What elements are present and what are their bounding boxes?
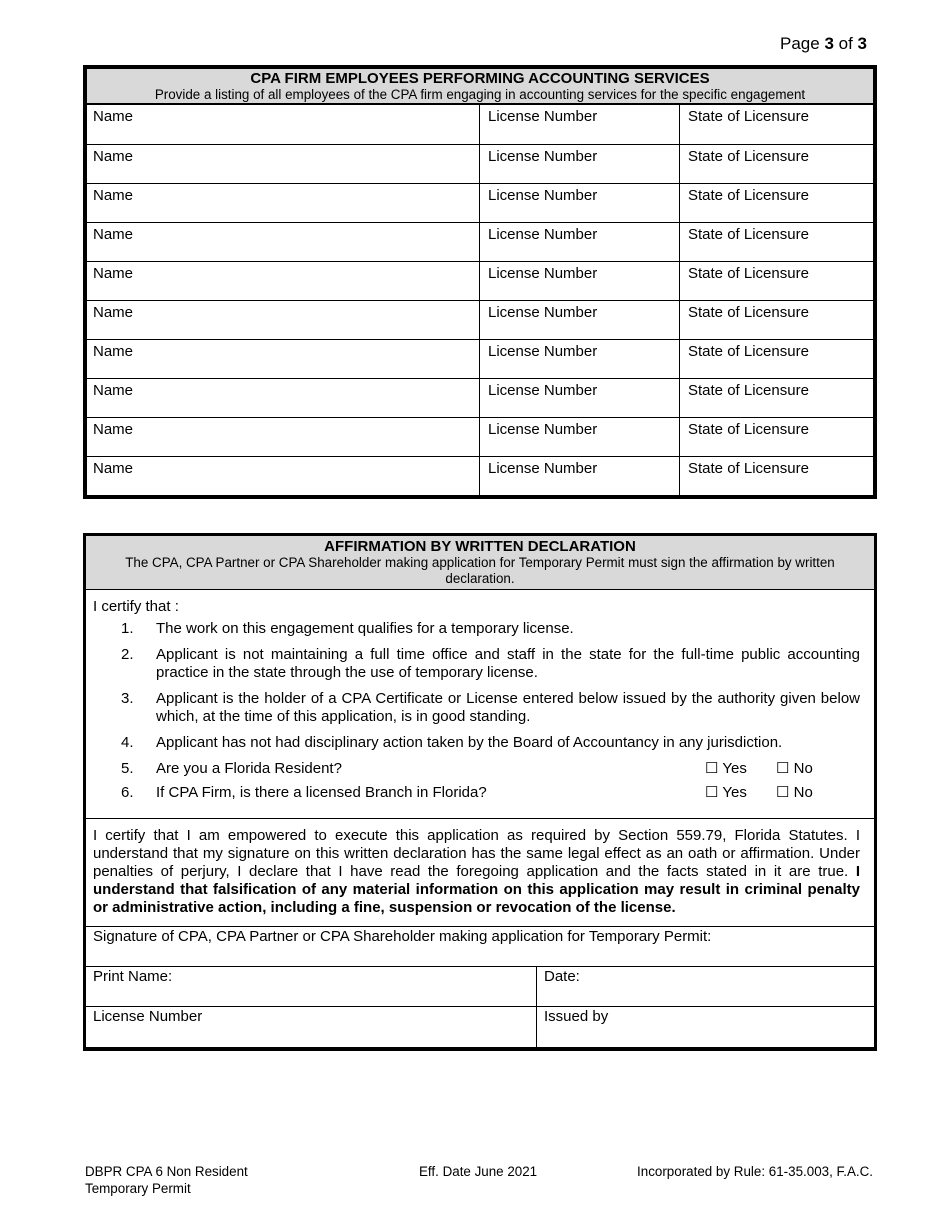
employee-state-field[interactable]: State of Licensure (688, 148, 809, 165)
employee-row (87, 222, 873, 261)
employee-license-field[interactable]: License Number (480, 379, 680, 417)
certify-item-1: 1. The work on this engagement qualifies for a temporary license. (121, 620, 574, 637)
employee-row (87, 105, 873, 144)
employee-license-field[interactable]: License Number (480, 418, 680, 456)
footer-form-id: DBPR CPA 6 Non Resident Temporary Permit (85, 1164, 248, 1196)
employee-name-field[interactable]: Name (87, 262, 480, 300)
declaration-text: I certify that I am empowered to execute this application as required by Section 559.79, Florida Statutes. I understand that my signature on this written declaration has the same legal effect as an oath or affirmation. Under penalties of perjury, I declare that I have read the foregoing application and the facts stated in it are true. I understand that falsification of any material information on this application may result in criminal penalty or administrative action, including a fine, suspension or revocation of the license. (86, 819, 874, 927)
certify-lead: I certify that : (93, 598, 179, 615)
employee-row (87, 339, 873, 378)
employee-state-field[interactable]: State of Licensure (688, 382, 809, 399)
employee-name-field[interactable]: Name (87, 340, 480, 378)
employee-state-field[interactable]: State of Licensure (688, 187, 809, 204)
employee-license-field[interactable]: License Number (480, 145, 680, 183)
issued-by-field[interactable]: Issued by (544, 1008, 609, 1025)
employee-name-field[interactable]: Name (87, 457, 480, 495)
florida-resident-yes-checkbox[interactable]: ☐ Yes (705, 760, 747, 777)
employee-license-field[interactable]: License Number (480, 301, 680, 339)
employee-state-field[interactable]: State of Licensure (688, 304, 809, 321)
employee-state-field[interactable]: State of Licensure (688, 108, 809, 125)
employee-license-field[interactable]: License Number (480, 184, 680, 222)
employees-table-title: CPA FIRM EMPLOYEES PERFORMING ACCOUNTING SERVICES (250, 70, 710, 87)
employees-table (83, 65, 877, 499)
affirmation-title: AFFIRMATION BY WRITTEN DECLARATION (324, 538, 636, 555)
employee-row (87, 378, 873, 417)
employee-name-field[interactable]: Name (87, 379, 480, 417)
license-number-field[interactable]: License Number (86, 1007, 537, 1047)
declaration-warning: I understand that falsification of any material information on this application may result in criminal penalty or administrative action, including a fine, suspension or revocation of the license. (93, 863, 860, 916)
florida-resident-no-checkbox[interactable]: ☐ No (776, 760, 813, 777)
employee-row (87, 456, 873, 495)
employee-license-field[interactable]: License Number (480, 262, 680, 300)
florida-branch-no-checkbox[interactable]: ☐ No (776, 784, 813, 801)
signature-label: Signature of CPA, CPA Partner or CPA Shareholder making application for Temporary Permit: (93, 928, 712, 945)
certification-list (86, 590, 874, 819)
certify-item-6: 6. If CPA Firm, is there a licensed Branch in Florida? ☐ Yes ☐ No (93, 784, 860, 802)
employee-row (87, 417, 873, 456)
print-name-field[interactable]: Print Name: (86, 967, 537, 1006)
employee-name-field[interactable]: Name (87, 105, 480, 144)
employee-name-field[interactable]: Name (87, 145, 480, 183)
employee-name-field[interactable]: Name (87, 184, 480, 222)
employee-name-field[interactable]: Name (87, 418, 480, 456)
employee-name-field[interactable]: Name (87, 223, 480, 261)
affirmation-header (86, 536, 874, 590)
certify-item-4: 4. Applicant has not had disciplinary action taken by the Board of Accountancy in any jurisdiction. (121, 734, 783, 751)
date-field[interactable]: Date: (544, 968, 580, 985)
employee-state-field[interactable]: State of Licensure (688, 265, 809, 282)
employees-table-subtitle: Provide a listing of all employees of the CPA firm engaging in accounting services for the specific engagement (154, 87, 806, 102)
employee-state-field[interactable]: State of Licensure (688, 226, 809, 243)
employee-state-field[interactable]: State of Licensure (688, 460, 809, 477)
affirmation-section (83, 533, 877, 1051)
certify-item-5: 5. Are you a Florida Resident? ☐ Yes ☐ No (93, 760, 860, 778)
employee-license-field[interactable]: License Number (480, 457, 680, 495)
certify-item-2: 2. Applicant is not maintaining a full time office and staff in the state for the full-time public accounting practice in the state through the use of temporary license. (121, 646, 860, 681)
employee-row (87, 300, 873, 339)
employee-license-field[interactable]: License Number (480, 340, 680, 378)
employee-name-field[interactable]: Name (87, 301, 480, 339)
certify-item-3: 3. Applicant is the holder of a CPA Certificate or License entered below issued by the authority given below which, at the time of this application, is in good standing. (121, 690, 860, 725)
footer-rule: Incorporated by Rule: 61-35.003, F.A.C. (637, 1164, 873, 1179)
page-number: Page 3 of 3 (780, 34, 867, 53)
florida-branch-yes-checkbox[interactable]: ☐ Yes (705, 784, 747, 801)
employee-row (87, 183, 873, 222)
employee-row (87, 144, 873, 183)
affirmation-subtitle: The CPA, CPA Partner or CPA Shareholder making application for Temporary Permit must sign the affirmation by written declaration. (125, 555, 835, 586)
employee-license-field[interactable]: License Number (480, 223, 680, 261)
employee-state-field[interactable]: State of Licensure (688, 343, 809, 360)
footer-eff-date: Eff. Date June 2021 (419, 1164, 538, 1179)
employee-row (87, 261, 873, 300)
signature-field[interactable] (86, 927, 874, 967)
employees-table-header (87, 69, 873, 105)
employee-license-field[interactable]: License Number (480, 105, 680, 144)
employee-state-field[interactable]: State of Licensure (688, 421, 809, 438)
